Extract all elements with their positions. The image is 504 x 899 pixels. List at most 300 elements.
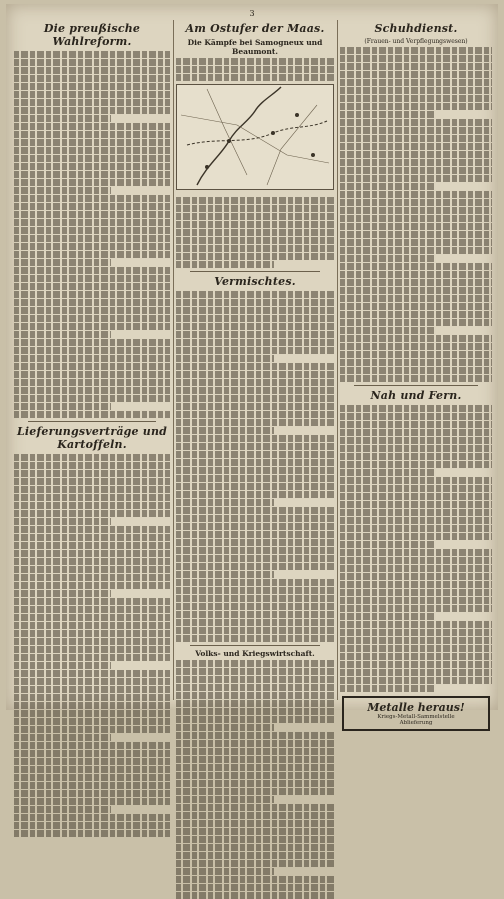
- text-line: [14, 798, 170, 805]
- text-line: [176, 475, 334, 482]
- text-line: [176, 253, 334, 260]
- text-line: [14, 822, 170, 829]
- text-line: [176, 668, 334, 675]
- text-line: [176, 323, 334, 330]
- text-line: [14, 91, 170, 98]
- article-headline: Volks- und Kriegswirtschaft.: [195, 649, 315, 658]
- text-line: [14, 710, 170, 717]
- text-line: [340, 191, 492, 198]
- text-line: [340, 637, 492, 644]
- text-line: [14, 686, 170, 693]
- text-line: [14, 494, 170, 501]
- text-line: [14, 179, 170, 186]
- text-line: [176, 205, 334, 212]
- town-marker: [295, 113, 299, 117]
- text-line: [340, 87, 492, 94]
- text-line: [14, 403, 111, 410]
- text-line: [176, 844, 334, 851]
- article-body: [176, 197, 334, 268]
- text-line: [14, 107, 170, 114]
- text-line: [176, 860, 334, 867]
- text-line: [176, 74, 334, 81]
- text-line: [176, 796, 274, 803]
- text-line: [176, 700, 334, 707]
- text-line: [14, 371, 170, 378]
- text-line: [14, 566, 170, 573]
- text-line: [340, 581, 492, 588]
- text-line: [340, 477, 492, 484]
- text-line: [176, 748, 334, 755]
- text-line: [176, 539, 334, 546]
- text-line: [340, 573, 492, 580]
- text-line: [340, 493, 492, 500]
- text-line: [14, 806, 111, 813]
- text-line: [176, 261, 274, 268]
- text-line: [14, 790, 170, 797]
- text-line: [176, 331, 334, 338]
- text-line: [340, 445, 492, 452]
- text-line: [176, 579, 334, 586]
- text-line: [176, 291, 334, 298]
- text-line: [14, 323, 170, 330]
- text-line: [340, 167, 492, 174]
- text-line: [14, 155, 170, 162]
- text-line: [176, 523, 334, 530]
- text-line: [340, 343, 492, 350]
- text-line: [176, 213, 334, 220]
- text-line: [340, 557, 492, 564]
- text-line: [176, 411, 334, 418]
- text-line: [14, 478, 170, 485]
- text-line: [14, 518, 111, 525]
- text-line: [176, 363, 334, 370]
- text-line: [176, 708, 334, 715]
- text-line: [340, 135, 492, 142]
- text-line: [14, 526, 170, 533]
- advertisement-line: Kriegs-Metall-Sammelstelle: [377, 714, 455, 720]
- text-line: [340, 549, 492, 556]
- text-line: [340, 645, 492, 652]
- text-line: [340, 421, 492, 428]
- article-body: [176, 291, 334, 642]
- text-line: [14, 558, 170, 565]
- text-line: [340, 335, 492, 342]
- river-line: [197, 87, 281, 185]
- text-line: [340, 95, 492, 102]
- text-line: [176, 307, 334, 314]
- divider: [354, 385, 478, 386]
- page-number: 3: [249, 9, 255, 18]
- text-line: [340, 485, 492, 492]
- text-line: [176, 371, 334, 378]
- text-line: [176, 555, 334, 562]
- text-line: [14, 347, 170, 354]
- text-line: [176, 355, 274, 362]
- text-line: [14, 534, 170, 541]
- text-line: [176, 788, 334, 795]
- text-line: [176, 756, 334, 763]
- text-line: [176, 451, 334, 458]
- text-line: [176, 403, 334, 410]
- text-line: [176, 740, 334, 747]
- text-line: [340, 501, 492, 508]
- text-line: [340, 303, 492, 310]
- text-line: [176, 237, 334, 244]
- text-line: [14, 355, 170, 362]
- text-line: [176, 443, 334, 450]
- text-line: [14, 67, 170, 74]
- text-line: [176, 852, 334, 859]
- text-line: [340, 461, 492, 468]
- text-line: [14, 227, 170, 234]
- text-line: [340, 183, 434, 190]
- text-line: [176, 836, 334, 843]
- divider: [28, 421, 156, 422]
- text-line: [176, 684, 334, 691]
- text-line: [176, 828, 334, 835]
- article-body: [340, 405, 492, 692]
- text-line: [14, 758, 170, 765]
- text-line: [14, 187, 111, 194]
- article-body: [176, 58, 334, 81]
- text-line: [340, 413, 492, 420]
- text-line: [14, 774, 170, 781]
- text-line: [176, 435, 334, 442]
- text-line: [340, 47, 492, 54]
- text-line: [340, 367, 492, 374]
- text-line: [14, 694, 170, 701]
- text-line: [14, 331, 111, 338]
- article-body: [14, 51, 170, 418]
- text-line: [14, 814, 170, 821]
- text-line: [14, 614, 170, 621]
- text-line: [340, 103, 492, 110]
- text-line: [340, 119, 492, 126]
- text-line: [14, 163, 170, 170]
- text-line: [340, 469, 434, 476]
- text-line: [14, 139, 170, 146]
- text-line: [340, 677, 492, 684]
- advertisement-title: Metalle heraus!: [367, 701, 465, 714]
- text-line: [340, 207, 492, 214]
- text-line: [14, 363, 170, 370]
- text-line: [176, 483, 334, 490]
- text-line: [176, 347, 334, 354]
- text-line: [14, 339, 170, 346]
- text-line: [340, 231, 492, 238]
- text-line: [14, 542, 170, 549]
- text-line: [14, 243, 170, 250]
- text-line: [340, 359, 492, 366]
- text-line: [14, 387, 170, 394]
- text-line: [176, 507, 334, 514]
- text-line: [14, 462, 170, 469]
- text-line: [176, 804, 334, 811]
- text-line: [14, 171, 170, 178]
- article-subheadline: (Frauen- und Verpflegungswesen): [364, 38, 468, 45]
- text-line: [176, 595, 334, 602]
- text-line: [340, 375, 492, 382]
- text-line: [176, 571, 274, 578]
- text-line: [14, 115, 111, 122]
- text-line: [340, 143, 492, 150]
- text-line: [340, 279, 492, 286]
- column-rule: [173, 20, 174, 700]
- text-line: [14, 211, 170, 218]
- text-line: [14, 251, 170, 258]
- text-line: [14, 582, 170, 589]
- text-line: [14, 203, 170, 210]
- text-line: [14, 550, 170, 557]
- text-line: [340, 517, 492, 524]
- text-line: [176, 676, 334, 683]
- text-line: [176, 499, 274, 506]
- text-line: [340, 533, 492, 540]
- text-line: [14, 718, 170, 725]
- text-line: [176, 660, 334, 667]
- text-line: [14, 630, 170, 637]
- article-body: [14, 454, 170, 837]
- text-line: [14, 299, 170, 306]
- text-line: [14, 315, 170, 322]
- text-line: [340, 287, 492, 294]
- text-line: [14, 275, 170, 282]
- article-subheadline: Die Kämpfe bei Samogneux und Beaumont.: [187, 38, 323, 56]
- text-line: [176, 531, 334, 538]
- text-line: [176, 491, 334, 498]
- text-line: [14, 267, 170, 274]
- text-line: [340, 111, 434, 118]
- text-line: [176, 876, 334, 883]
- text-line: [340, 351, 492, 358]
- advertisement-box: [342, 696, 490, 731]
- text-line: [176, 820, 334, 827]
- text-line: [340, 597, 492, 604]
- text-line: [14, 702, 170, 709]
- text-line: [176, 603, 334, 610]
- text-line: [340, 79, 492, 86]
- text-line: [14, 510, 170, 517]
- divider: [190, 645, 320, 646]
- text-line: [14, 379, 170, 386]
- text-line: [340, 437, 492, 444]
- article-headline: Lieferungsverträge und Kartoffeln.: [16, 425, 168, 451]
- text-line: [340, 509, 492, 516]
- text-line: [340, 71, 492, 78]
- text-line: [176, 467, 334, 474]
- text-line: [14, 598, 170, 605]
- text-line: [176, 221, 334, 228]
- town-marker: [311, 153, 315, 157]
- text-line: [176, 812, 334, 819]
- text-line: [176, 427, 274, 434]
- text-line: [14, 131, 170, 138]
- article-headline: Schuhdienst.: [374, 22, 458, 35]
- text-line: [340, 669, 492, 676]
- article-headline: Die preußische Wahlreform.: [43, 22, 141, 48]
- text-line: [176, 627, 334, 634]
- text-line: [14, 395, 170, 402]
- column-1: [14, 20, 170, 702]
- text-line: [176, 229, 334, 236]
- text-line: [340, 247, 492, 254]
- text-line: [340, 311, 492, 318]
- divider: [190, 271, 320, 272]
- text-line: [14, 147, 170, 154]
- text-line: [340, 199, 492, 206]
- road-line: [267, 105, 317, 185]
- article-body: [340, 47, 492, 382]
- text-line: [340, 429, 492, 436]
- text-line: [340, 541, 434, 548]
- text-line: [176, 587, 334, 594]
- text-line: [340, 613, 434, 620]
- text-line: [176, 892, 334, 899]
- front-line: [187, 121, 327, 145]
- text-line: [14, 678, 170, 685]
- text-line: [340, 319, 492, 326]
- text-line: [340, 271, 492, 278]
- article-headline: Am Ostufer der Maas.: [185, 22, 325, 35]
- text-line: [176, 387, 334, 394]
- text-line: [14, 51, 170, 58]
- text-line: [14, 638, 170, 645]
- text-line: [340, 223, 492, 230]
- text-line: [176, 197, 334, 204]
- text-line: [176, 619, 334, 626]
- text-line: [340, 685, 434, 692]
- text-line: [14, 219, 170, 226]
- text-line: [176, 780, 334, 787]
- column-2: [176, 20, 334, 702]
- article-headline: Nah und Fern.: [370, 389, 462, 402]
- text-line: [176, 868, 274, 875]
- text-line: [14, 750, 170, 757]
- text-line: [176, 732, 334, 739]
- text-line: [340, 327, 434, 334]
- text-line: [176, 772, 334, 779]
- text-line: [340, 525, 492, 532]
- text-line: [340, 63, 492, 70]
- text-line: [176, 692, 334, 699]
- text-line: [340, 661, 492, 668]
- text-line: [340, 127, 492, 134]
- text-line: [14, 307, 170, 314]
- text-line: [340, 255, 434, 262]
- text-line: [176, 299, 334, 306]
- text-line: [340, 263, 492, 270]
- text-line: [14, 622, 170, 629]
- text-line: [340, 175, 492, 182]
- text-line: [340, 621, 492, 628]
- town-marker: [227, 139, 231, 143]
- road-line: [181, 115, 329, 163]
- text-line: [340, 239, 492, 246]
- text-line: [176, 764, 334, 771]
- text-line: [176, 379, 334, 386]
- text-line: [176, 716, 334, 723]
- text-line: [340, 565, 492, 572]
- text-line: [176, 563, 334, 570]
- text-line: [340, 159, 492, 166]
- text-line: [14, 454, 170, 461]
- text-line: [14, 75, 170, 82]
- text-line: [176, 245, 334, 252]
- text-line: [14, 646, 170, 653]
- text-line: [14, 782, 170, 789]
- text-line: [14, 486, 170, 493]
- text-line: [14, 470, 170, 477]
- text-line: [340, 295, 492, 302]
- advertisement-line: Ablieferung: [399, 720, 433, 726]
- text-line: [14, 726, 170, 733]
- text-line: [14, 195, 170, 202]
- text-line: [340, 605, 492, 612]
- text-line: [14, 574, 170, 581]
- text-line: [340, 453, 492, 460]
- text-line: [14, 259, 111, 266]
- text-line: [340, 215, 492, 222]
- text-line: [176, 884, 334, 891]
- article-headline: Vermischtes.: [214, 275, 296, 288]
- text-line: [14, 283, 170, 290]
- text-line: [14, 411, 170, 418]
- text-line: [340, 405, 492, 412]
- text-line: [176, 611, 334, 618]
- text-line: [176, 395, 334, 402]
- text-line: [14, 734, 111, 741]
- text-line: [14, 670, 170, 677]
- text-line: [176, 515, 334, 522]
- text-line: [14, 742, 170, 749]
- text-line: [14, 235, 170, 242]
- column-3: [340, 20, 492, 726]
- text-line: [14, 830, 170, 837]
- text-line: [176, 339, 334, 346]
- text-line: [14, 291, 170, 298]
- text-line: [14, 662, 111, 669]
- text-line: [14, 606, 170, 613]
- text-line: [340, 151, 492, 158]
- text-line: [176, 635, 334, 642]
- text-line: [176, 66, 334, 73]
- text-line: [14, 502, 170, 509]
- newspaper-page: [6, 4, 498, 726]
- article-body: [176, 660, 334, 899]
- town-marker: [271, 131, 275, 135]
- text-line: [176, 315, 334, 322]
- text-line: [176, 419, 334, 426]
- text-line: [14, 99, 170, 106]
- column-rule: [337, 20, 338, 700]
- text-line: [14, 83, 170, 90]
- text-line: [14, 654, 170, 661]
- text-line: [340, 629, 492, 636]
- text-line: [14, 590, 111, 597]
- text-line: [340, 589, 492, 596]
- text-line: [340, 55, 492, 62]
- text-line: [340, 653, 492, 660]
- text-line: [14, 59, 170, 66]
- text-line: [176, 459, 334, 466]
- text-line: [14, 766, 170, 773]
- town-marker: [205, 165, 209, 169]
- sketch-map: [176, 84, 334, 190]
- text-line: [14, 123, 170, 130]
- text-line: [176, 547, 334, 554]
- text-line: [176, 58, 334, 65]
- text-line: [176, 724, 274, 731]
